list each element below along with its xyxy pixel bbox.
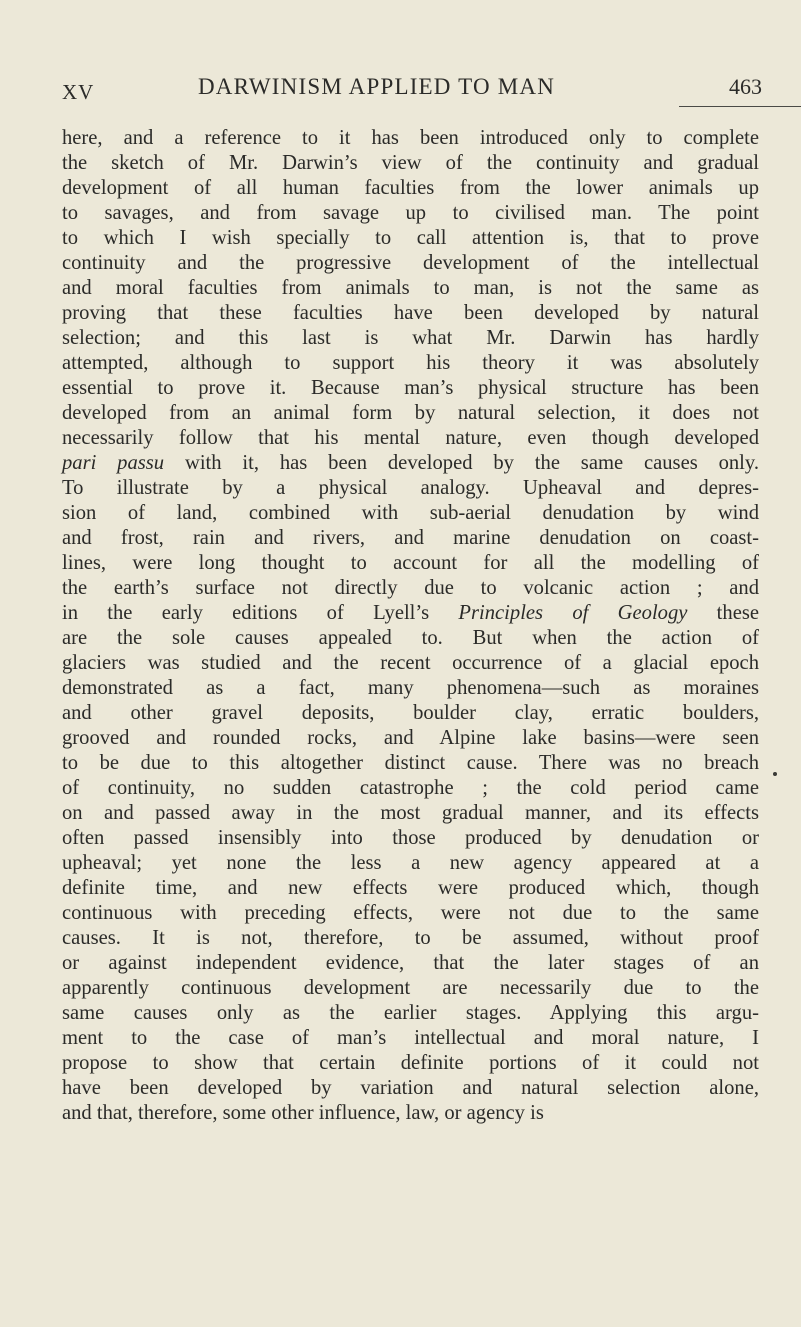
text-line: apparently continuous development are necessarily due to the — [62, 977, 759, 999]
text-line: and that, therefore, some other influence, law, or agency is — [62, 1102, 544, 1124]
text-line: here, and a reference to it has been introduced only to complete — [62, 127, 759, 149]
text-line: causes. It is not, therefore, to be assumed, without proof — [62, 927, 759, 949]
text-line-italic — [62, 601, 759, 626]
text-line: the sketch of Mr. Darwin’s view of the continuity and gradual — [62, 152, 759, 174]
text-line-italic — [62, 451, 759, 476]
page-number: 463 — [729, 74, 762, 99]
text-line: are the sole causes appealed to. But when the action of — [62, 627, 759, 649]
text-line: definite time, and new effects were produced which, though — [62, 877, 759, 899]
text-line: and moral faculties from animals to man, is not the same as — [62, 277, 759, 299]
text-segment: these — [687, 602, 759, 624]
text-line: have been developed by variation and natural selection alone, — [62, 1077, 759, 1099]
text-segment: in the early editions of Lyell’s — [62, 602, 459, 624]
text-line: demonstrated as a fact, many phenomena—such as moraines — [62, 677, 759, 699]
text-line: propose to show that certain definite portions of it could not — [62, 1052, 759, 1074]
italic-book-title: Principles of Geology — [458, 602, 688, 624]
text-line: sion of land, combined with sub-aerial denudation by wind — [62, 502, 759, 524]
text-segment: with it, has been developed by the same causes only. — [164, 452, 759, 474]
running-head — [62, 74, 762, 108]
text-line: to be due to this altogether distinct cause. There was no breach — [62, 752, 759, 774]
page-number-rule — [679, 106, 801, 107]
text-line: ment to the case of man’s intellectual and moral nature, I — [62, 1027, 759, 1049]
chapter-number: XV — [62, 80, 95, 104]
text-line: To illustrate by a physical analogy. Upheaval and depres- — [62, 477, 759, 499]
text-line: developed from an animal form by natural selection, it does not — [62, 402, 759, 424]
text-line: proving that these faculties have been developed by natural — [62, 302, 759, 324]
body-paragraph — [62, 126, 759, 1126]
text-line: and frost, rain and rivers, and marine denudation on coast- — [62, 527, 759, 549]
text-line: and other gravel deposits, boulder clay, erratic boulders, — [62, 702, 759, 724]
text-line: essential to prove it. Because man’s physical structure has been — [62, 377, 759, 399]
print-speck — [773, 772, 777, 776]
text-line: on and passed away in the most gradual manner, and its effects — [62, 802, 759, 824]
italic-phrase: pari passu — [62, 452, 165, 474]
text-line: upheaval; yet none the less a new agency appeared at a — [62, 852, 759, 874]
text-line: glaciers was studied and the recent occurrence of a glacial epoch — [62, 652, 759, 674]
text-line: continuous with preceding effects, were not due to the same — [62, 902, 759, 924]
text-line: or against independent evidence, that the later stages of an — [62, 952, 759, 974]
text-line: continuity and the progressive development of the intellectual — [62, 252, 759, 274]
running-title: DARWINISM APPLIED TO MAN — [198, 74, 556, 99]
text-line: to savages, and from savage up to civilised man. The point — [62, 202, 759, 224]
text-line: attempted, although to support his theory it was absolutely — [62, 352, 759, 374]
text-line: lines, were long thought to account for all the modelling of — [62, 552, 759, 574]
text-line: to which I wish specially to call attention is, that to prove — [62, 227, 759, 249]
text-line: the earth’s surface not directly due to volcanic action ; and — [62, 577, 759, 599]
text-line: development of all human faculties from the lower animals up — [62, 177, 759, 199]
text-line: of continuity, no sudden catastrophe ; the cold period came — [62, 777, 759, 799]
text-line: grooved and rounded rocks, and Alpine lake basins—were seen — [62, 727, 759, 749]
text-line: selection; and this last is what Mr. Darwin has hardly — [62, 327, 759, 349]
text-line: often passed insensibly into those produced by denudation or — [62, 827, 759, 849]
text-line: same causes only as the earlier stages. Applying this argu- — [62, 1002, 759, 1024]
text-line: necessarily follow that his mental nature, even though developed — [62, 427, 759, 449]
